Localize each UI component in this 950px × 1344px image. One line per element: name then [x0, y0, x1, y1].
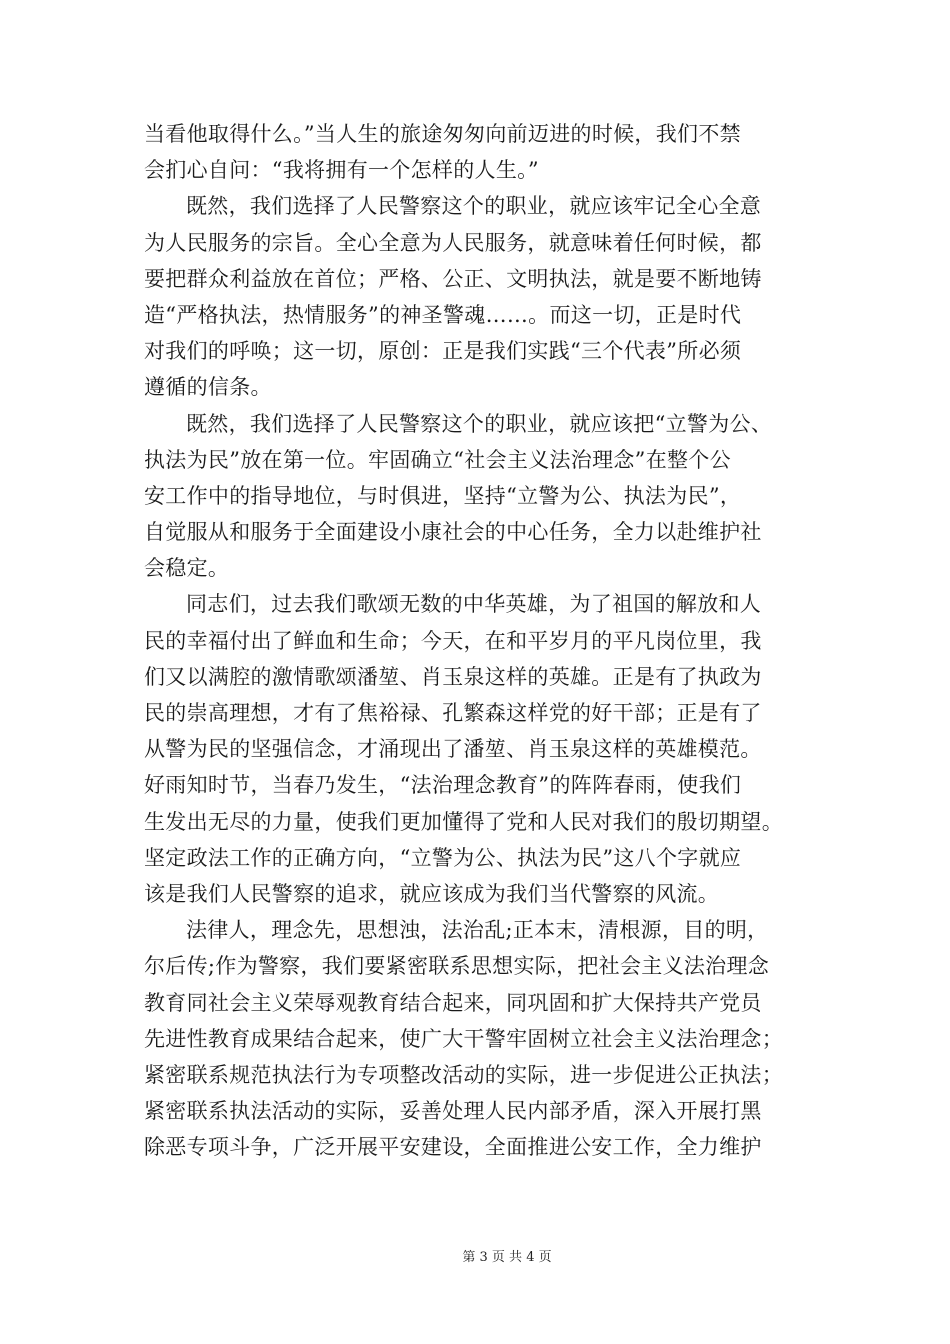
text-line: 民的幸福付出了鲜血和生命；今天，在和平岁月的平凡岗位里，我: [144, 628, 762, 653]
text-line: 们又以满腔的激情歌颂潘堃、肖玉泉这样的英雄。正是有了执政为: [144, 664, 762, 689]
text-line: 紧密联系执法活动的实际，妥善处理人民内部矛盾，深入开展打黑: [144, 1099, 762, 1124]
text-line: 对我们的呼唤；这一切，原创：正是我们实践“三个代表”所必须: [144, 339, 742, 364]
text-line: 法律人，理念先，思想浊，法治乱;正本末，清根源，目的明，: [186, 918, 769, 943]
page-number: 第 3 页 共 4 页: [462, 1250, 552, 1265]
text-line: 该是我们人民警察的追求，就应该成为我们当代警察的风流。: [144, 881, 720, 906]
text-line: 造“严格执法，热情服务”的神圣警魂……。而这一切，正是时代: [144, 302, 742, 327]
text-line: 坚定政法工作的正确方向，“立警为公、执法为民”这八个字就应: [144, 845, 742, 870]
text-line: 会稳定。: [144, 556, 230, 581]
text-line: 先进性教育成果结合起来，使广大干警牢固树立社会主义法治理念；: [144, 1026, 783, 1051]
text-line: 执法为民”放在第一位。牢固确立“社会主义法治理念”在整个公: [144, 447, 731, 472]
text-line: 要把群众利益放在首位；严格、公正、文明执法，就是要不断地铸: [144, 266, 762, 291]
text-line: 安工作中的指导地位，与时俱进，坚持“立警为公、执法为民”，: [144, 483, 742, 508]
page-footer: [0, 1246, 950, 1265]
text-line: 紧密联系规范执法行为专项整改活动的实际，进一步促进公正执法；: [144, 1062, 783, 1087]
text-line: 除恶专项斗争，广泛开展平安建设，全面推进公安工作，全力维护: [144, 1135, 762, 1160]
text-line: 既然，我们选择了人民警察这个的职业，就应该牢记全心全意: [186, 194, 762, 219]
text-line: 自觉服从和服务于全面建设小康社会的中心任务，全力以赴维护社: [144, 520, 762, 545]
document-body: [144, 116, 814, 1165]
text-line: 生发出无尽的力量，使我们更加懂得了党和人民对我们的殷切期望。: [144, 809, 783, 834]
text-line: 当看他取得什么。”当人生的旅途匆匆向前迈进的时候，我们不禁: [144, 122, 741, 146]
text-line: 既然，我们选择了人民警察这个的职业，就应该把“立警为公、: [186, 411, 773, 436]
text-line: 教育同社会主义荣辱观教育结合起来，同巩固和扩大保持共产党员: [144, 990, 762, 1015]
text-line: 会扪心自问：“我将拥有一个怎样的人生。”: [144, 158, 539, 183]
text-line: 民的崇高理想，才有了焦裕禄、孔繁森这样党的好干部；正是有了: [144, 701, 762, 725]
text-line: 好雨知时节，当春乃发生，“法治理念教育”的阵阵春雨，使我们: [144, 773, 742, 798]
text-line: 从警为民的坚强信念，才涌现出了潘堃、肖玉泉这样的英雄模范。: [144, 737, 762, 762]
text-line: 同志们，过去我们歌颂无数的中华英雄，为了祖国的解放和人: [186, 592, 762, 617]
text-line: 尔后传;作为警察，我们要紧密联系思想实际，把社会主义法治理念: [144, 954, 770, 979]
text-line: 遵循的信条。: [144, 375, 272, 400]
text-line: 为人民服务的宗旨。全心全意为人民服务，就意味着任何时候，都: [144, 230, 762, 255]
